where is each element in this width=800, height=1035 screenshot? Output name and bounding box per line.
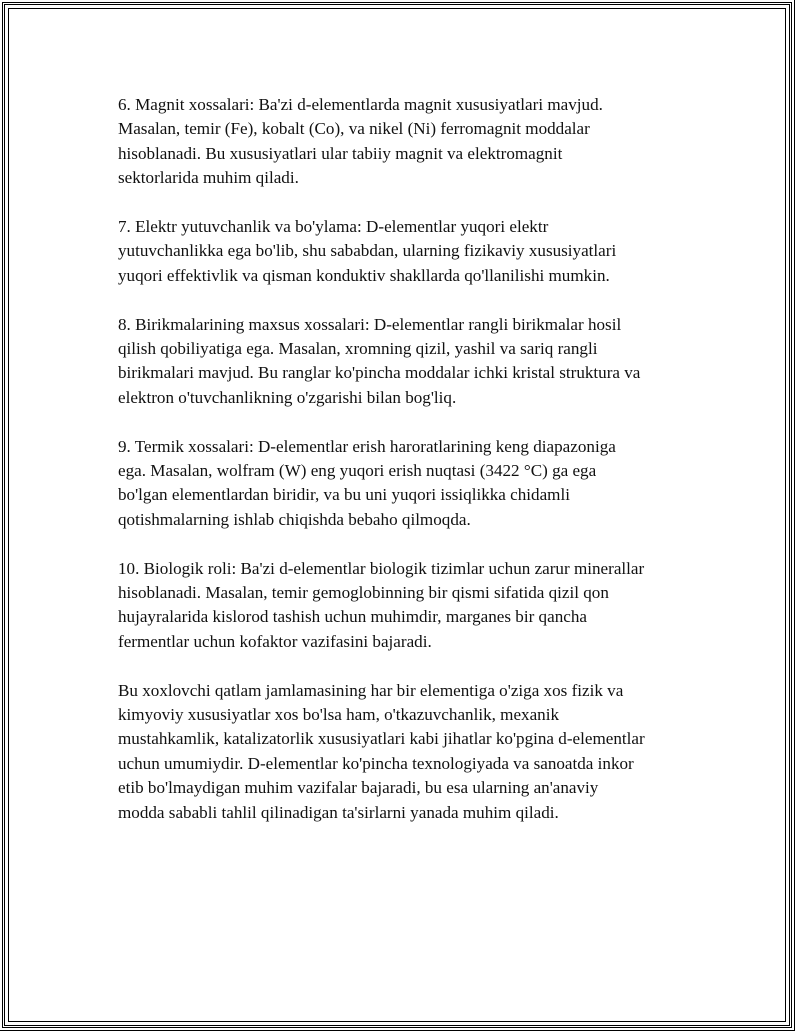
text-line: 6. Magnit xossalari: Ba'zi d-elementlarda magnit xususiyatlari mavjud. (118, 95, 603, 114)
document-body (118, 93, 698, 850)
paragraph-magnetic-properties (118, 93, 698, 191)
text-line: fermentlar uchun kofaktor vazifasini bajaradi. (118, 631, 432, 651)
text-line: hujayralarida kislorod tashish uchun muhimdir, marganes bir qancha (118, 607, 587, 627)
text-line: etib bo'lmaydigan muhim vazifalar bajaradi, bu esa ularning an'anaviy (118, 778, 599, 798)
text-line: kimyoviy xususiyatlar xos bo'lsa ham, o'tkazuvchanlik, mexanik (118, 705, 560, 725)
paragraph-compound-properties (118, 313, 698, 411)
text-line: yutuvchanlikka ega bo'lib, shu sababdan, ularning fizikaviy xususiyatlari (118, 241, 617, 261)
text-line: 7. Elektr yutuvchanlik va bo'ylama: D-elementlar yuqori elektr (118, 217, 549, 237)
text-line: Bu xoxlovchi qatlam jamlamasining har bir elementiga o'ziga xos fizik va (118, 680, 624, 700)
text-line: sektorlarida muhim qiladi. (118, 168, 299, 188)
text-line: modda sababli tahlil qilinadigan ta'sirlarni yanada muhim qiladi. (118, 802, 559, 822)
text-line: mustahkamlik, katalizatorlik xususiyatlari kabi jihatlar ko'pgina d-elementlar (118, 729, 645, 749)
paragraph-thermal-properties (118, 435, 698, 533)
text-line: yuqori effektivlik va qisman konduktiv shakllarda qo'llanilishi mumkin. (118, 265, 610, 285)
paragraph-biological-role (118, 557, 698, 655)
text-line: bo'lgan elementlardan biridir, va bu uni yuqori issiqlikka chidamli (118, 485, 570, 505)
text-line: qilish qobiliyatiga ega. Masalan, xromning qizil, yashil va sariq rangli (118, 339, 598, 359)
text-line: Masalan, temir (Fe), kobalt (Co), va nikel (Ni) ferromagnit moddalar (118, 119, 590, 139)
text-line: hisoblanadi. Masalan, temir gemoglobinning bir qismi sifatida qizil qon (118, 583, 609, 603)
paragraph-electrical-properties (118, 215, 698, 288)
text-line: qotishmalarning ishlab chiqishda bebaho qilmoqda. (118, 509, 471, 529)
text-line: ega. Masalan, wolfram (W) eng yuqori erish nuqtasi (3422 °C) ga ega (118, 461, 597, 481)
text-line: birikmalari mavjud. Bu ranglar ko'pincha moddalar ichki kristal struktura va (118, 363, 641, 383)
text-line: 9. Termik xossalari: D-elementlar erish haroratlarining keng diapazoniga (118, 436, 616, 456)
paragraph-conclusion (118, 679, 698, 825)
text-line: hisoblanadi. Bu xususiyatlari ular tabiiy magnit va elektromagnit (118, 143, 563, 163)
text-line: 8. Birikmalarining maxsus xossalari: D-elementlar rangli birikmalar hosil (118, 314, 622, 334)
text-line: elektron o'tuvchanlikning o'zgarishi bilan bog'liq. (118, 387, 457, 407)
text-line: uchun umumiydir. D-elementlar ko'pincha texnologiyada va sanoatda inkor (118, 753, 634, 773)
text-line: 10. Biologik roli: Ba'zi d-elementlar biologik tizimlar uchun zarur minerallar (118, 558, 645, 578)
